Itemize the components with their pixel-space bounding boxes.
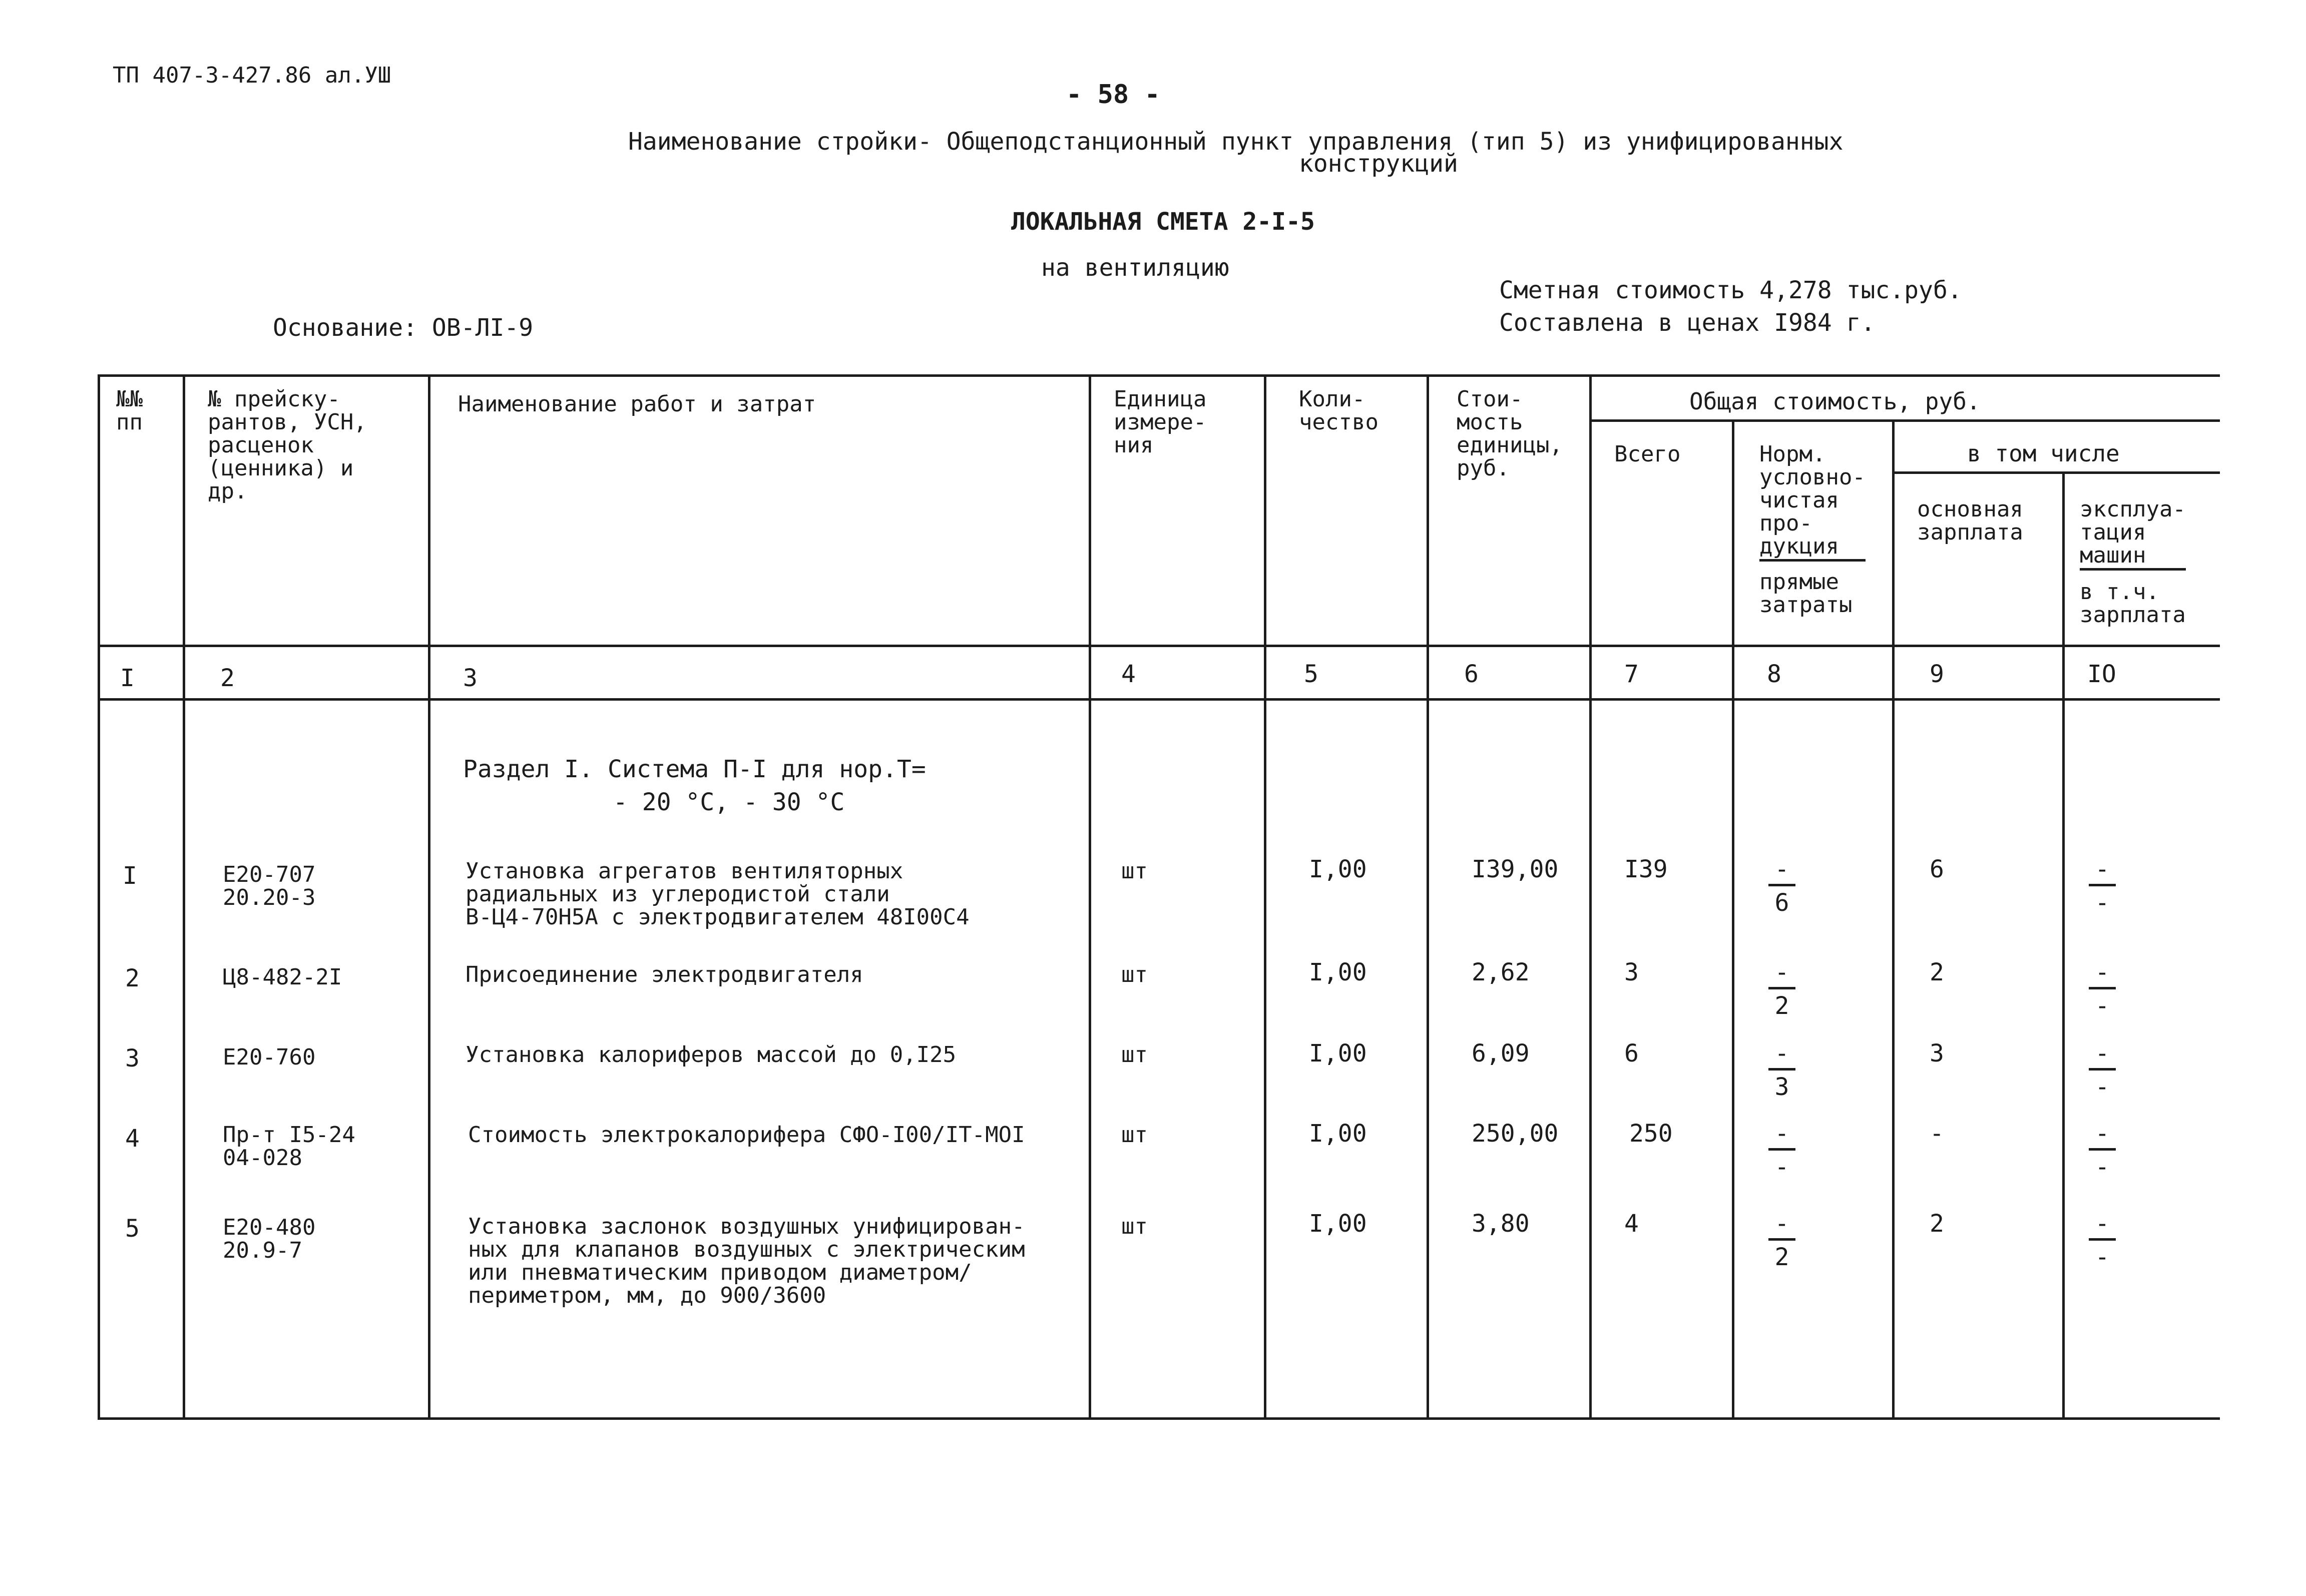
row-unit: шт: [1121, 1122, 1148, 1148]
row-total: 4: [1624, 1210, 1639, 1238]
estimated-cost: Сметная стоимость 4,278 тыс.руб.: [1499, 276, 1962, 304]
row-machines-fraction: - -: [2085, 857, 2120, 915]
header-norm-top: Норм. условно- чистая про- дукция: [1759, 443, 1866, 562]
col-number-6: 6: [1464, 660, 1479, 688]
row-name: Установка калориферов массой до 0,I25: [466, 1042, 957, 1068]
header-num: №№ пп: [116, 386, 143, 435]
col-number-1: I: [120, 664, 135, 692]
col-number-2: 2: [220, 664, 235, 692]
table-top-border: [98, 374, 2220, 377]
col-line-9: [2062, 473, 2065, 1420]
section-title-line1: Раздел I. Система П-I для нор.Т=: [463, 755, 926, 783]
row-machines-fraction: - -: [2085, 1041, 2120, 1100]
row-norm-fraction: - 2: [1764, 1211, 1799, 1270]
col-number-5: 5: [1304, 660, 1318, 688]
page-number: - 58 -: [1066, 80, 1160, 110]
column-numbers-border: [98, 698, 2220, 701]
header-price-ref: № прейску- рантов, УСН, расценок (ценника) и др.: [208, 386, 367, 504]
row-qty: I,00: [1309, 855, 1367, 883]
col-line-6: [1589, 374, 1592, 1420]
row-num: 3: [125, 1044, 140, 1073]
col-line-3: [1089, 374, 1091, 1420]
row-qty: I,00: [1309, 1039, 1367, 1068]
row-unit-cost: 250,00: [1472, 1120, 1559, 1148]
row-total: 250: [1629, 1120, 1673, 1148]
row-machines-fraction: - -: [2085, 1121, 2120, 1180]
col-line-2: [428, 374, 430, 1420]
row-name: Присоединение электродвигателя: [466, 962, 863, 987]
row-total: 3: [1624, 958, 1639, 986]
header-including: в том числе: [1967, 440, 2120, 467]
row-num: I: [123, 862, 137, 890]
col-number-4: 4: [1121, 660, 1136, 688]
col-line-8: [1892, 421, 1895, 1420]
row-unit-cost: 6,09: [1472, 1039, 1530, 1068]
including-divider: [1892, 471, 2220, 474]
row-unit: шт: [1121, 858, 1148, 884]
row-price-ref: Пр-т I5-24 04-028: [223, 1122, 355, 1171]
construction-name-line2: конструкций: [1299, 150, 1458, 178]
row-price-ref: Ц8-482-2I: [223, 964, 342, 990]
col-number-10: IO: [2087, 660, 2116, 688]
header-machines-top: эксплуа- тация машин: [2080, 498, 2186, 571]
row-name: Установка заслонок воздушных унифицирован- ных для клапанов воздушных с электрическим или пневматическим приводом диаметром/ периметром, мм, до 900/3600: [468, 1214, 1025, 1308]
row-norm-fraction: - 2: [1764, 960, 1799, 1018]
row-wages: -: [1930, 1120, 1944, 1148]
col-number-9: 9: [1930, 660, 1944, 688]
row-norm-fraction: - 3: [1764, 1041, 1799, 1100]
basis: Основание: ОВ-ЛI-9: [273, 314, 534, 342]
row-unit: шт: [1121, 1214, 1148, 1239]
price-level: Составлена в ценах I984 г.: [1499, 309, 1876, 337]
header-unit-cost: Стои- мость единицы, руб.: [1457, 386, 1563, 481]
row-unit: шт: [1121, 1042, 1148, 1068]
row-unit: шт: [1121, 962, 1148, 987]
total-group-divider: [1589, 419, 2220, 422]
header-bottom-border: [98, 645, 2220, 647]
estimate-subject: на вентиляцию: [1041, 254, 1229, 282]
document-code: ТП 407-3-427.86 ал.УШ: [113, 63, 391, 88]
row-total: 6: [1624, 1039, 1639, 1068]
header-name: Наименование работ и затрат: [458, 391, 816, 417]
row-wages: 6: [1930, 855, 1944, 883]
header-wages: основная зарплата: [1917, 496, 2023, 545]
header-unit: Единица измере- ния: [1114, 386, 1207, 458]
estimate-title: ЛОКАЛЬНАЯ СМЕТА 2-I-5: [1011, 208, 1315, 236]
construction-name-line1: Наименование стройки- Общеподстанционный пункт управления (тип 5) из унифицированных: [628, 128, 1843, 156]
header-total-group: Общая стоимость, руб.: [1689, 388, 1981, 415]
row-qty: I,00: [1309, 958, 1367, 986]
header-machines-bottom: в т.ч. зарплата: [2080, 579, 2186, 628]
col-line-7: [1732, 421, 1734, 1420]
col-line-5: [1427, 374, 1429, 1420]
row-price-ref: Е20-707 20.20-3: [223, 862, 316, 910]
row-norm-fraction: - -: [1764, 1121, 1799, 1180]
section-title-line2: - 20 °С, - 30 °С: [613, 788, 845, 816]
row-price-ref: Е20-480 20.9-7: [223, 1215, 316, 1263]
row-machines-fraction: - -: [2085, 1211, 2120, 1270]
row-num: 4: [125, 1125, 140, 1153]
col-number-7: 7: [1624, 660, 1639, 688]
row-num: 2: [125, 964, 140, 992]
row-num: 5: [125, 1215, 140, 1243]
header-norm-bottom: прямые затраты: [1759, 569, 1853, 618]
header-qty: Коли- чество: [1299, 386, 1378, 435]
col-line-4: [1264, 374, 1266, 1420]
row-name: Установка агрегатов вентиляторных радиальных из углеродистой стали В-Ц4-70Н5А с электродвигателем 48I00С4: [466, 858, 970, 930]
row-unit-cost: 2,62: [1472, 958, 1530, 986]
row-machines-fraction: - -: [2085, 960, 2120, 1018]
col-line-1: [183, 374, 185, 1420]
row-qty: I,00: [1309, 1120, 1367, 1148]
row-norm-fraction: - 6: [1764, 857, 1799, 915]
row-name: Стоимость электрокалорифера СФО-I00/IТ-МОI: [468, 1122, 1025, 1148]
row-wages: 3: [1930, 1039, 1944, 1068]
row-qty: I,00: [1309, 1210, 1367, 1238]
row-price-ref: Е20-760: [223, 1044, 316, 1070]
row-unit-cost: I39,00: [1472, 855, 1559, 883]
row-wages: 2: [1930, 958, 1944, 986]
table-bottom-border: [98, 1417, 2220, 1420]
col-line-0: [98, 374, 100, 1420]
row-unit-cost: 3,80: [1472, 1210, 1530, 1238]
col-number-3: 3: [463, 664, 478, 692]
col-number-8: 8: [1767, 660, 1781, 688]
header-total: Всего: [1614, 441, 1681, 467]
row-total: I39: [1624, 855, 1668, 883]
row-wages: 2: [1930, 1210, 1944, 1238]
